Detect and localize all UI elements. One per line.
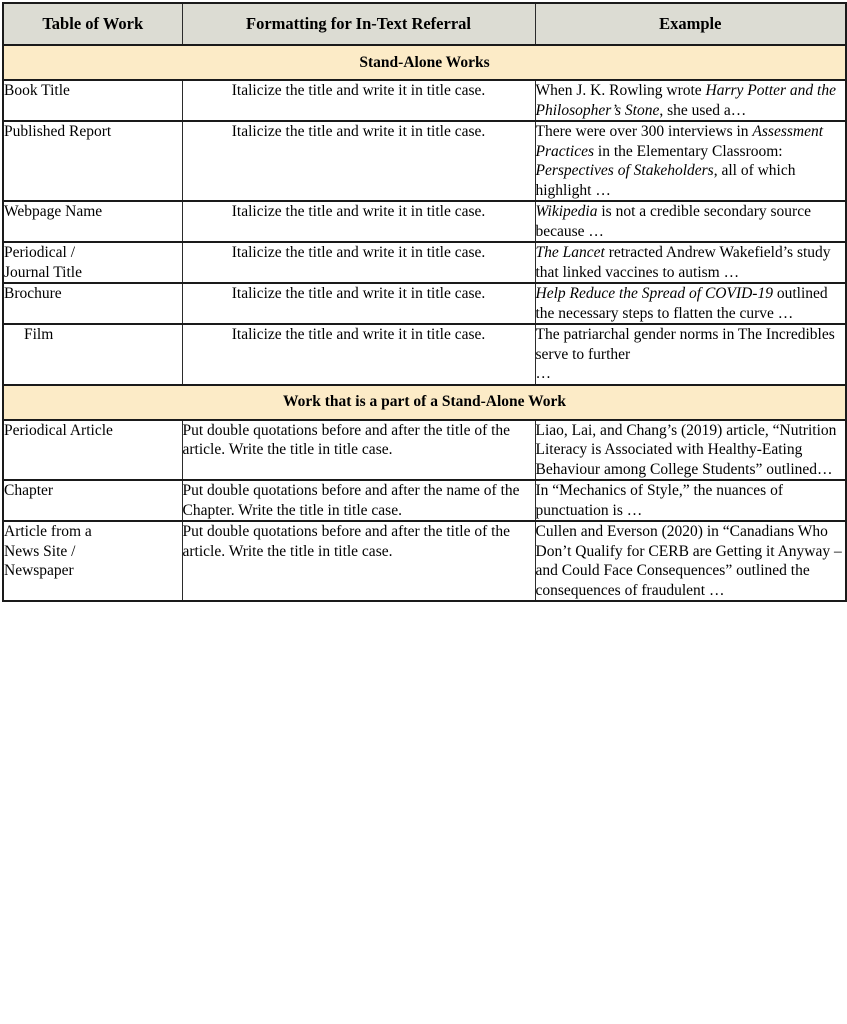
example-text-plain: In “Mechanics of Style,” the nuances of punctuation is … (535, 482, 783, 519)
example-text-plain: outlined the necessary steps to flatten the curve … (535, 285, 828, 322)
column-header-example: Example (535, 3, 846, 45)
cell-work-type: Book Title (3, 80, 182, 121)
table-row (3, 121, 846, 201)
cell-work-type: Periodical / Journal Title (3, 242, 182, 283)
section-heading-row (3, 45, 846, 80)
table-row (3, 420, 846, 481)
example-title-italic: The Lancet (535, 244, 605, 262)
cell-formatting-rule: Italicize the title and write it in title case. (182, 324, 535, 385)
example-text-plain: When J. K. Rowling wrote (535, 82, 706, 99)
example-title-italic: Help Reduce the Spread of COVID-19 (535, 285, 773, 303)
table-body (3, 45, 846, 601)
cell-example-text (535, 521, 846, 601)
table-row (3, 324, 846, 385)
example-text-plain: retracted Andrew Wakefield’s study that linked vaccines to autism … (535, 244, 831, 281)
example-title-italic: Perspectives of Stakeholders (535, 162, 714, 180)
table-row (3, 80, 846, 121)
cell-example-text (535, 420, 846, 481)
cell-example-text (535, 121, 846, 201)
table-row (3, 521, 846, 601)
cell-formatting-rule: Put double quotations before and after the name of the Chapter. Write the title in title case. (182, 480, 535, 521)
table-row (3, 283, 846, 324)
cell-formatting-rule: Italicize the title and write it in title case. (182, 242, 535, 283)
column-header-formatting: Formatting for In-Text Referral (182, 3, 535, 45)
example-title-italic: Assessment Practices (535, 123, 824, 160)
example-text-plain: The patriarchal gender norms in The Incredibles serve to further … (535, 326, 835, 383)
table-row (3, 480, 846, 521)
example-text-plain: , she used a… (659, 101, 747, 119)
example-title-italic: Harry Potter and the Philosopher’s Stone (535, 82, 836, 119)
cell-formatting-rule: Italicize the title and write it in title case. (182, 201, 535, 242)
cell-example-text (535, 80, 846, 121)
example-text-plain: , all of which highlight … (535, 162, 796, 199)
cell-example-text (535, 201, 846, 242)
cell-example-text (535, 242, 846, 283)
cell-formatting-rule: Put double quotations before and after the title of the article. Write the title in title case. (182, 420, 535, 481)
section-heading-row (3, 385, 846, 420)
example-title-italic: Wikipedia (535, 203, 598, 221)
example-text-plain: Cullen and Everson (2020) in “Canadians Who Don’t Qualify for CERB are Getting it Anyway – and Could Face Consequences” outlined the consequences of fraudulent … (535, 523, 842, 599)
cell-work-type: Chapter (3, 480, 182, 521)
table-row (3, 242, 846, 283)
cell-work-type: Film (3, 324, 182, 385)
table-row (3, 201, 846, 242)
table-header-row (3, 3, 846, 45)
example-text-plain: in the Elementary Classroom: (594, 142, 783, 160)
cell-formatting-rule: Italicize the title and write it in title case. (182, 80, 535, 121)
cell-formatting-rule: Put double quotations before and after the title of the article. Write the title in title case. (182, 521, 535, 601)
cell-example-text (535, 480, 846, 521)
cell-work-type: Article from a News Site / Newspaper (3, 521, 182, 601)
section-heading-label: Stand-Alone Works (3, 45, 846, 80)
example-text-plain: is not a credible secondary source because … (535, 203, 811, 240)
referencing-format-table (2, 2, 847, 602)
cell-work-type: Periodical Article (3, 420, 182, 481)
example-text-plain: There were over 300 interviews in (535, 123, 753, 141)
cell-formatting-rule: Italicize the title and write it in title case. (182, 283, 535, 324)
table-head (3, 3, 846, 45)
column-header-table-of-work: Table of Work (3, 3, 182, 45)
cell-example-text (535, 324, 846, 385)
cell-work-type: Webpage Name (3, 201, 182, 242)
cell-work-type: Published Report (3, 121, 182, 201)
cell-formatting-rule: Italicize the title and write it in title case. (182, 121, 535, 201)
cell-work-type: Brochure (3, 283, 182, 324)
section-heading-label: Work that is a part of a Stand-Alone Work (3, 385, 846, 420)
example-text-plain: Liao, Lai, and Chang’s (2019) article, “Nutrition Literacy is Associated with Healthy-Eating Behaviour among College Students” outlined… (535, 421, 837, 478)
cell-example-text (535, 283, 846, 324)
